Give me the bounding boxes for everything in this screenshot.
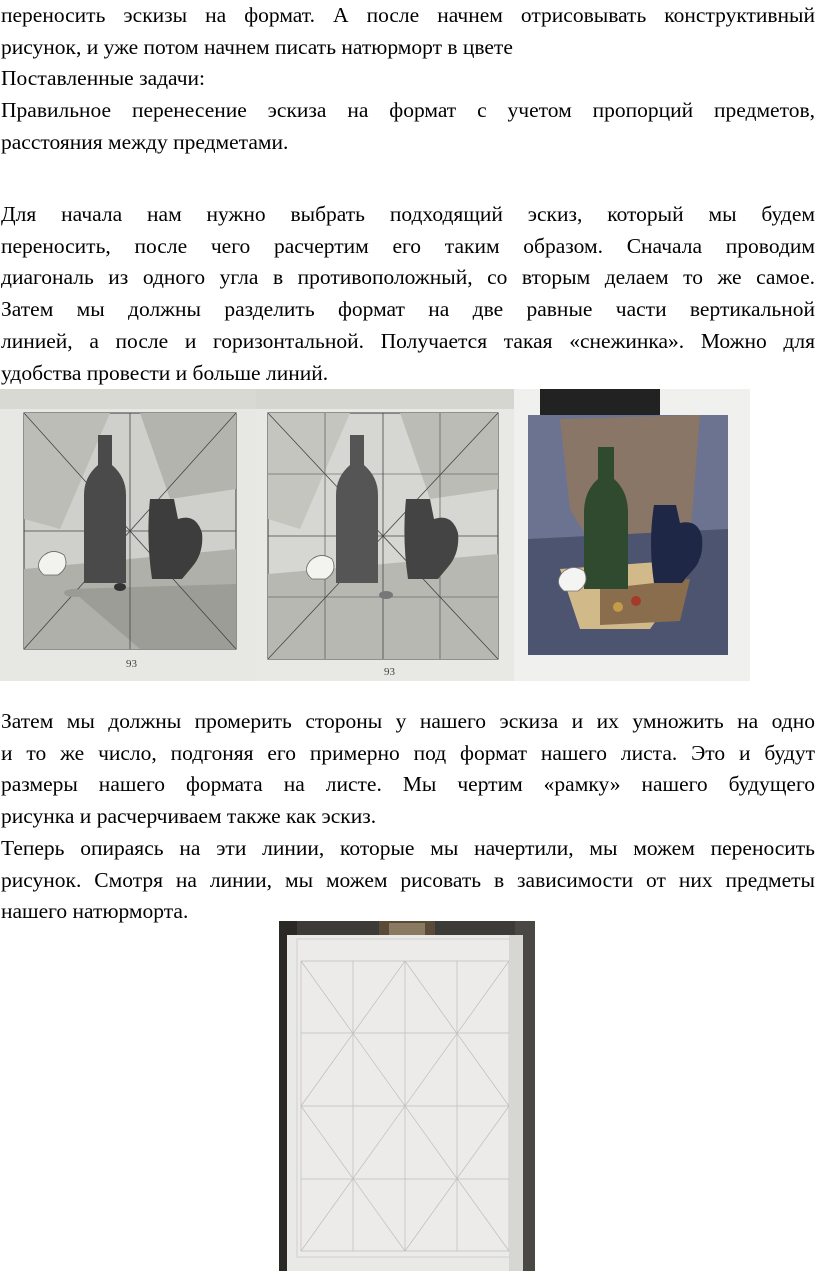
easel-photo [279,921,535,1271]
text-line: рисунок. Смотря на линии, мы можем рисовать в зависимости от них предметы [1,867,815,892]
sketch-2-label: 93 [384,666,395,678]
text-line: рисунок, и уже потом начнем писать натюрморт в цвете [1,34,513,59]
pencil-sketch-1 [0,389,256,681]
text-line: Поставленные задачи: [1,66,206,91]
text-line: рисунка и расчерчиваем также как эскиз. [1,804,377,829]
text-line: нашего натюрморта. [1,899,189,924]
sketch-1-label: 93 [126,658,137,670]
pencil-sketch-2 [256,389,514,681]
text-line: диагональ из одного угла в противоположный, со вторым делаем то же самое. [1,265,815,290]
text-line: и то же число, подгоняя его примерно под формат нашего листа. Это и будут [1,740,815,765]
watercolor-painting [514,389,750,681]
paragraph-2 [1,199,815,389]
text-line: линией, а после и горизонтальной. Получается такая «снежинка». Можно для [1,328,815,353]
text-line: переносить, после чего расчертим его таким образом. Сначала проводим [1,233,815,258]
text-line: Теперь опираясь на эти линии, которые мы начертили, мы можем переносить [1,835,815,860]
text-line: переносить эскизы на формат. А после начнем отрисовывать конструктивный [1,3,815,27]
text-line: расстояния между предметами. [1,129,289,154]
text-line: Затем мы должны промерить стороны у нашего эскиза и их умножить на одно [1,709,815,733]
text-line: размеры нашего формата на листе. Мы чертим «рамку» нашего будущего [1,772,815,797]
paragraph-3 [1,706,815,928]
text-line: удобства провести и больше линий. [1,360,329,385]
text-line: Для начала нам нужно выбрать подходящий эскиз, который мы будем [1,202,815,226]
text-line: Правильное перенесение эскиза на формат с учетом пропорций предметов, [1,98,815,123]
paragraph-1 [1,0,815,159]
text-line: Затем мы должны разделить формат на две равные части вертикальной [1,297,815,322]
sketches-photo [0,389,750,681]
